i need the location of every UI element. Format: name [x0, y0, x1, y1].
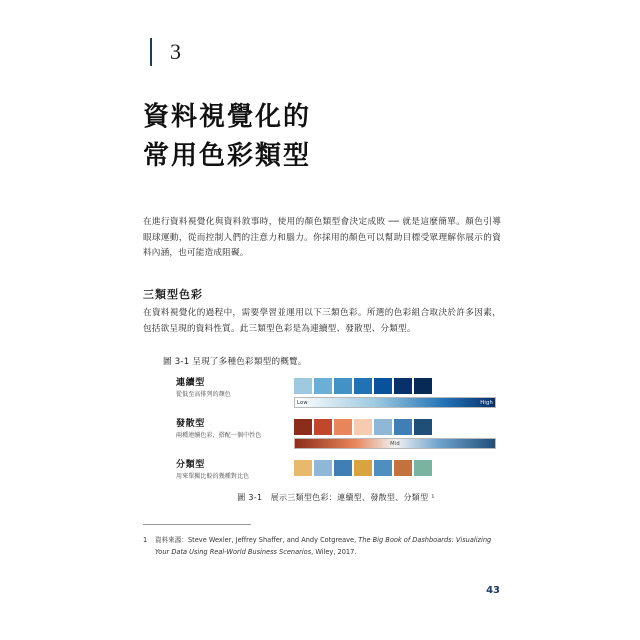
figure-lead-text: 圖 3-1 呈現了多種色彩類型的概覽。 [163, 357, 307, 367]
intro-paragraph-wrap [143, 215, 501, 262]
swatch [334, 378, 352, 394]
footnote-text-post: , Wiley, 2017. [311, 547, 357, 556]
figure-lead-wrap [163, 355, 521, 367]
footnote-rule [143, 524, 251, 525]
swatch [394, 419, 412, 435]
chapter-header [0, 38, 640, 66]
swatch [374, 460, 392, 476]
section-heading-wrap [143, 286, 501, 302]
swatch [394, 460, 412, 476]
swatch [294, 419, 312, 435]
figure-row-graphics [294, 460, 496, 476]
swatch [374, 419, 392, 435]
title-line-2: 常用色彩類型 [143, 141, 312, 171]
footnote-text-italic: The Big Book of Dashboards: Visualizing Your Data Using Real-World Business Scenarios [155, 536, 492, 556]
swatch [314, 419, 332, 435]
swatch [294, 378, 312, 394]
footnote-number: 1 [143, 536, 148, 544]
figure-row-label [176, 419, 294, 440]
figure-row-graphics [294, 419, 496, 449]
intro-paragraph: 在進行資料視覺化與資料敘事時，使用的顏色類型會決定成敗 ── 就是這麼簡單。顏色引導眼球運動，從而控制人們的注意力和腦力。你採用的顏色可以幫助目標受眾理解你展示的資料內涵，也可能造成阻礙。 [143, 217, 501, 259]
gradient-bar-wrap-diverging [294, 438, 496, 449]
row-subtitle: 用來單獨比較的幾種對比色 [176, 473, 250, 481]
swatch [354, 460, 372, 476]
swatch [294, 460, 312, 476]
swatch [354, 378, 372, 394]
second-paragraph-wrap [143, 306, 501, 337]
row-title: 分類型 [176, 460, 205, 470]
swatch [394, 378, 412, 394]
swatch [414, 460, 432, 476]
footnote-text-pre: 資料來源：Steve Wexler, Jeffrey Shaffer, and Andy Cotgreave, [155, 536, 359, 544]
figure-row-label [176, 378, 294, 399]
bar-label-low: Low [297, 399, 308, 406]
title-line-1: 資料視覺化的 [143, 102, 312, 132]
figure-row-graphics [294, 378, 496, 408]
footnote-text [155, 535, 501, 558]
chapter-rule [150, 38, 152, 66]
swatch-strip-sequential [294, 378, 496, 394]
swatch [334, 419, 352, 435]
gradient-bar-wrap-sequential [294, 397, 496, 408]
swatch-strip-diverging [294, 419, 496, 435]
bar-label-high: High [480, 399, 493, 406]
bar-label-mid: Mid [390, 440, 400, 447]
figure-caption: 圖 3-1 展示三類型色彩：連續型、發散型、分類型 ¹ [237, 493, 435, 503]
swatch [334, 460, 352, 476]
swatch [414, 378, 432, 394]
figure-row-sequential [176, 378, 496, 408]
swatch [374, 378, 392, 394]
footnote [143, 524, 501, 558]
row-title: 連續型 [176, 378, 205, 388]
gradient-bar-diverging [294, 438, 496, 449]
section-subhead: 三類型色彩 [143, 288, 203, 301]
swatch [414, 419, 432, 435]
second-paragraph: 在資料視覺化的過程中，需要學習並運用以下三類色彩。所選的色彩組合取決於許多因素，包括欲呈現的資料性質。此三類型色彩是為連續型、發散型、分類型。 [143, 308, 501, 334]
swatch [314, 378, 332, 394]
figure-color-types [176, 378, 496, 503]
figure-row-categorical [176, 460, 496, 481]
swatch [354, 419, 372, 435]
swatch-strip-categorical [294, 460, 496, 476]
row-subtitle: 兩種連續色彩，搭配一個中性色 [176, 432, 262, 440]
row-title: 發散型 [176, 419, 205, 429]
figure-row-label [176, 460, 294, 481]
page-title [143, 98, 563, 176]
figure-row-diverging [176, 419, 496, 449]
page-number: 43 [486, 585, 500, 596]
gradient-bar-sequential [294, 397, 496, 408]
swatch [314, 460, 332, 476]
chapter-number: 3 [170, 39, 181, 64]
footnote-row [143, 535, 501, 558]
row-subtitle: 從低至高排列的顏色 [176, 391, 231, 399]
